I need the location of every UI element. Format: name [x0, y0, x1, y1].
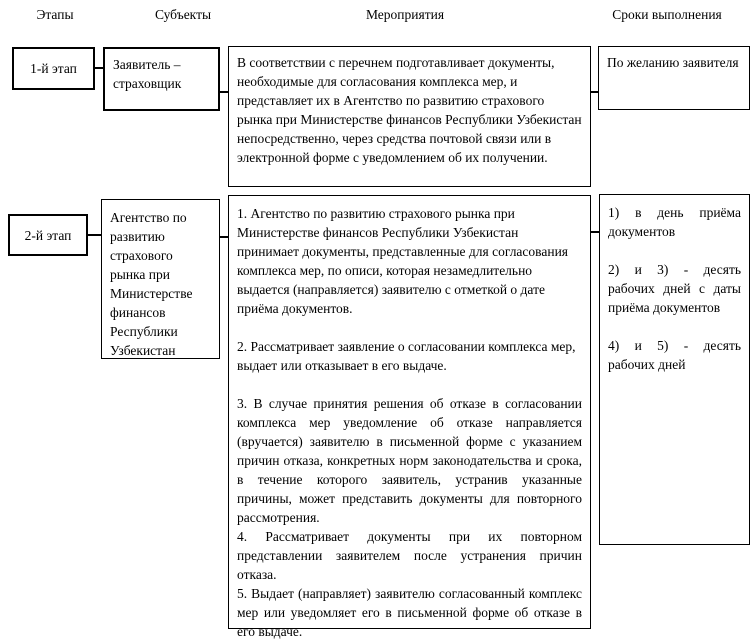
connector-stage1-subject-activities [220, 91, 228, 93]
stage1-activities-text: В соответствии с перечнем подготавливает документы, необходимые для согласования комплекса мер, и представляет их в Агентство по развитию страхового рынка при Министерстве финансов Республики Узбекистан непосредственно, через средства почтовой связи или в электронной форме с уведомлением об их получении. [237, 55, 582, 165]
stage1-subject-text: Заявитель – страховщик [113, 57, 182, 91]
stage2-subject-box [101, 199, 220, 359]
column-header-activities: Мероприятия [365, 7, 445, 22]
stage1-activities-box [228, 46, 591, 187]
stage1-etap-label: 1-й этап [30, 61, 77, 76]
stage2-deadline-3: 4) и 5) - десять рабочих дней [608, 338, 741, 372]
stage2-activity-4: 4. Рассматривает документы при их повторном представлении заявителем после устранения причин отказа. [237, 529, 582, 582]
connector-stage1-etap-subject [95, 67, 103, 69]
stage1-subject-box [103, 47, 220, 111]
stage1-deadline-text: По желанию заявителя [607, 55, 739, 70]
stage2-etap-box [8, 214, 88, 256]
stage2-activity-2: 2. Рассматривает заявление о согласовании комплекса мер, выдает или отказывает в его выдаче. [237, 339, 576, 373]
connector-stage2-activities-deadline [591, 231, 599, 233]
stage2-deadline-box [599, 194, 750, 545]
stage2-activities-box [228, 195, 591, 639]
connector-stage1-activities-deadline [591, 91, 598, 93]
stage2-activity-1: 1. Агентство по развитию страхового рынка при Министерстве финансов Республики Узбекистан принимает документы, представленные для согласования комплекса мер, по описи, которая незамедлительно выдается (направляется) заявителю с отметкой о дате приёма документов. [237, 206, 569, 316]
stage2-deadline-1: 1) в день приёма документов [608, 205, 741, 239]
stage1-deadline-box [598, 46, 750, 110]
stage2-subject-text: Агентство по развитию страхового рынка при Министерстве финансов Республики Узбекистан [110, 210, 193, 358]
stage1-etap-box [12, 47, 95, 90]
stage2-activity-5: 5. Выдает (направляет) заявителю согласованный комплекс мер или уведомляет его в письменной форме об отказе в его выдаче. [237, 586, 582, 639]
column-header-deadlines: Сроки выполнения [612, 7, 722, 22]
stage2-deadline-2: 2) и 3) - десять рабочих дней с даты приёма документов [608, 262, 741, 315]
column-header-stages: Этапы [36, 7, 74, 22]
connector-stage2-subject-activities [220, 236, 228, 238]
connector-stage2-etap-subject [88, 234, 101, 236]
stage2-activity-3: 3. В случае принятия решения об отказе в согласовании комплекса мер уведомление об отказе направляется (вручается) заявителю в письменной форме с указанием причин отказа, конкретных норм законодательства и срока, в течение которого заявитель, устранив указанные причины, может представить документы для повторного рассмотрения. [237, 396, 582, 525]
column-header-subjects: Субъекты [154, 7, 212, 22]
stage2-etap-label: 2-й этап [24, 227, 72, 243]
